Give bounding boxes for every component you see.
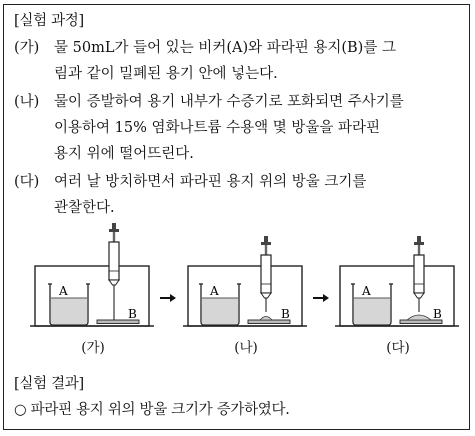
label-b: B bbox=[128, 307, 137, 321]
step-text-line: 물이 증발하여 용기 내부가 수증기로 포화되면 주사기를 bbox=[54, 94, 404, 110]
step-mark: (나) bbox=[14, 94, 40, 110]
label-b: B bbox=[281, 307, 290, 321]
label-a: A bbox=[210, 284, 219, 298]
step-text-line: 관찰한다. bbox=[54, 200, 115, 216]
caption-da: (다) bbox=[386, 340, 410, 356]
arrow-icon bbox=[323, 294, 329, 302]
arrow-icon bbox=[170, 294, 176, 302]
caption-na: (나) bbox=[234, 340, 258, 356]
caption-ga: (가) bbox=[81, 340, 105, 356]
label-b: B bbox=[433, 307, 442, 321]
step-mark: (다) bbox=[14, 174, 40, 190]
label-a: A bbox=[59, 284, 68, 298]
step-text-line: 물 50mL가 들어 있는 비커(A)와 파라핀 용지(B)를 그 bbox=[54, 40, 396, 56]
step-text-line: 여러 날 방치하면서 파라핀 용지 위의 방울 크기를 bbox=[54, 174, 367, 190]
result-heading: [실험 결과] bbox=[14, 376, 84, 392]
step-text-line: 용지 위에 떨어뜨린다. bbox=[54, 146, 194, 162]
result-text: ○ 파라핀 용지 위의 방울 크기가 증가하였다. bbox=[14, 402, 290, 418]
step-text-line: 이용하여 15% 염화나트륨 수용액 몇 방울을 파라핀 bbox=[54, 120, 381, 136]
procedure-heading: [실험 과정] bbox=[14, 13, 84, 29]
label-a: A bbox=[362, 284, 371, 298]
step-text-line: 림과 같이 밀폐된 용기 안에 넣는다. bbox=[54, 66, 278, 82]
step-mark: (가) bbox=[14, 40, 40, 56]
